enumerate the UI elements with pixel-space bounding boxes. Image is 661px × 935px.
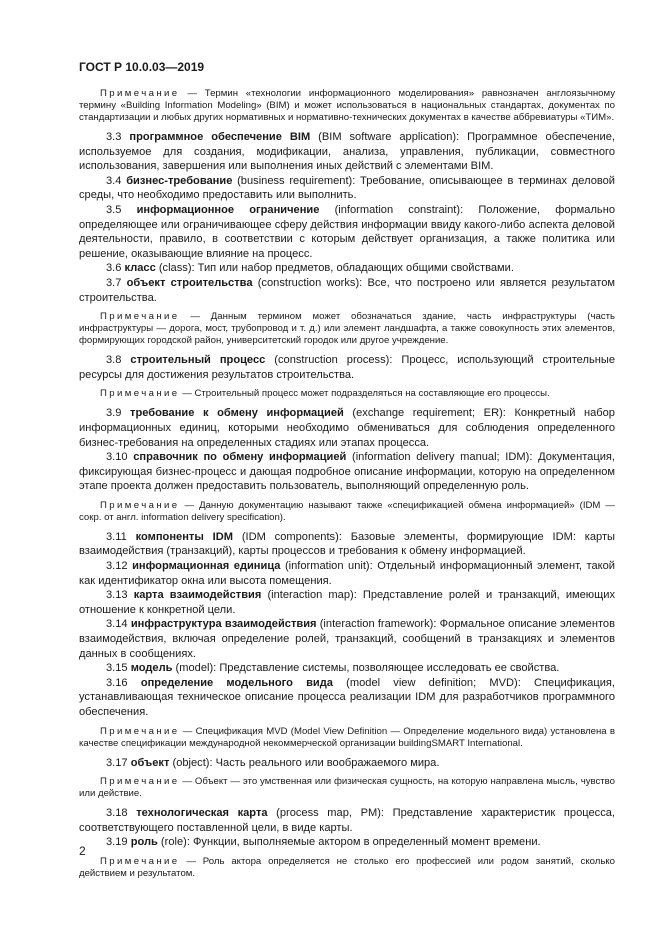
term-number: 3.4 (106, 174, 127, 187)
note-label: Примечание (100, 776, 180, 788)
note-paragraph (79, 311, 615, 347)
term-number: 3.19 (106, 836, 131, 849)
term-text: (BIM software application): Программное обеспечение, используемое для создания, модификации, анализа, управления, публикации, совместного использования, завершения или выполнения иных действий с элементами BIM. (79, 131, 615, 173)
term-definition (79, 676, 615, 720)
note-label: Примечание (100, 499, 180, 511)
term-title: карта взаимодействия (133, 589, 262, 602)
term-definition (79, 835, 615, 850)
note-text: — Роль актора определяется не столько его профессией или родом занятий, сколько действием и результатом. (79, 855, 615, 879)
note-text: — Спецификация MVD (Model View Definition — Определение модельного вида) установлена в качестве спецификации международной некоммерческой организации buildingSMART International. (79, 725, 615, 749)
term-title: справочник по обмену информацией (133, 451, 347, 464)
term-text: (construction works): Все, что построено или является результатом строительства. (79, 276, 615, 304)
term-title: модель (130, 662, 173, 675)
term-definition (79, 756, 615, 771)
term-number: 3.5 (106, 203, 137, 216)
term-number: 3.6 (106, 262, 125, 275)
note-text: — Объект — это умственная или физическая сущность, на которую направлена мысль, чувство или действие. (79, 776, 615, 800)
term-definition (79, 276, 615, 305)
term-number: 3.18 (106, 807, 137, 820)
term-definition (79, 450, 615, 494)
term-definition (79, 406, 615, 450)
term-text: (information constraint): Положение, формально определяющее или ограничивающее сферу действия информации ввиду какого-либо аспекта деловой деятельности, правило, в соответствии с которым действует организация, а также политика или решение, оказывающие влияние на процесс. (79, 203, 616, 260)
term-number: 3.8 (106, 354, 131, 367)
term-definition (79, 806, 615, 835)
note-paragraph (79, 388, 615, 400)
term-text: (business requirement): Требование, описывающее в терминах деловой среды, что необходимо предоставить или выполнить. (79, 174, 615, 202)
term-definition (79, 617, 615, 661)
term-number: 3.11 (106, 530, 136, 543)
term-title: класс (124, 262, 156, 275)
term-number: 3.3 (106, 131, 130, 143)
note-paragraph (79, 776, 615, 800)
term-text: (model): Представление системы, позволяющее исследовать ее свойства. (172, 662, 560, 675)
term-title: информационная единица (132, 560, 281, 573)
note-paragraph (79, 88, 615, 124)
term-text: (interaction map): Представление ролей и транзакций, имеющих отношение к конкретной цели. (79, 589, 616, 616)
note-label: Примечание (100, 311, 180, 323)
note-text: — Данным термином может обозначаться здание, часть инфраструктуры (часть инфраструктуры — дорога, мост, трубопровод и т. д.) или элемент ландшафта, а также совокупность этих элементов, формирующих городской район, университетский городок или другое учреждение. (79, 311, 615, 347)
note-label: Примечание (100, 388, 180, 400)
term-definition (79, 203, 615, 261)
note-text: — Данную документацию называют также «спецификацией обмена информацией» (IDM — сокр. от англ. information delivery specification). (79, 499, 615, 523)
term-text: (IDM components): Базовые элементы, формирующие IDM: карты взаимодействия (транзакций), карты процессов и требования к обмену информацией. (79, 530, 616, 558)
term-title: информационное ограничение (136, 203, 320, 216)
term-number: 3.10 (106, 451, 134, 464)
term-number: 3.9 (106, 407, 131, 420)
term-title: технологическая карта (136, 807, 268, 820)
term-number: 3.14 (106, 618, 131, 631)
term-definition (79, 559, 615, 588)
term-title: компоненты IDM (135, 530, 233, 543)
term-text: (model view definition; MVD): Спецификация, устанавливающая техническое описание процесса реализации IDM для разработчиков программного обеспечения. (79, 676, 615, 718)
term-text: (information unit): Отдельный информационный элемент, такой как идентификатор окна или высота помещения. (79, 560, 615, 587)
term-definition (79, 261, 615, 276)
note-text: — Строительный процесс может подразделяться на составляющие его процессы. (179, 388, 550, 400)
term-title: объект строительства (126, 276, 253, 289)
term-number: 3.17 (106, 756, 131, 769)
term-number: 3.12 (106, 560, 133, 573)
term-title: требование к обмену информацией (130, 407, 344, 420)
term-title: инфраструктура взаимодействия (130, 618, 317, 631)
term-definition (79, 588, 615, 617)
note-text: — Термин «технологии информационного моделирования» равнозначен англоязычному термину «Building Information Modeling» (BIM) и может использоваться в национальных стандартах, документах по стандартизации и любых других нормативных и нормативно-технических документах в качестве аббревиатуры «ТИМ». (79, 88, 615, 123)
term-number: 3.15 (106, 662, 131, 675)
term-title: программное обеспечение BIM (129, 131, 311, 143)
term-number: 3.7 (106, 276, 127, 289)
term-text: (exchange requirement; ER): Конкретный набор информационных единиц, которыми необходимо обмениваться для соблюдения определенного бизнес-требования на определенных стадиях или этапах процесса. (79, 407, 615, 449)
term-definition (79, 130, 615, 174)
term-title: роль (130, 836, 158, 849)
term-title: бизнес-требование (126, 174, 233, 187)
term-number: 3.13 (106, 589, 134, 602)
term-text: (class): Тип или набор предметов, обладающих общими свойствами. (155, 262, 514, 275)
note-label: Примечание (100, 725, 180, 737)
term-text: (construction process): Процесс, использующий строительные ресурсы для достижения результатов строительства. (79, 354, 615, 381)
term-definition (79, 353, 615, 382)
term-title: строительный процесс (130, 354, 266, 367)
note-paragraph (79, 726, 615, 750)
term-title: объект (130, 756, 170, 769)
note-paragraph (79, 856, 615, 880)
term-number: 3.16 (106, 676, 141, 689)
term-definition (79, 661, 615, 676)
term-definition (79, 530, 615, 559)
document-body (79, 88, 615, 886)
term-definition (79, 174, 615, 203)
term-text: (interaction framework): Формальное описание элементов взаимодействия, включая определение ролей, транзакций, сообщений в транзакциях и элементов данных в сообщениях. (79, 618, 615, 660)
note-label: Примечание (100, 855, 180, 867)
page-number: 2 (79, 844, 86, 858)
term-text: (role): Функции, выполняемые актором в определенный момент времени. (157, 836, 541, 849)
term-text: (object): Часть реального или воображаемого мира. (169, 756, 440, 769)
term-text: (information delivery manual; IDM): Документация, фиксирующая бизнес-процесс и дающая подробное описание информации, которую на определенном этапе проекта должен предоставить пользователь, выполняющий определенную роль. (79, 451, 615, 493)
note-paragraph (79, 500, 615, 524)
note-label: Примечание (100, 88, 180, 99)
term-text: (process map, PM): Представление характеристик процесса, соответствующего поставленной цели, в виде карты. (79, 807, 615, 834)
document-code: ГОСТ Р 10.0.03—2019 (79, 60, 205, 74)
term-title: определение модельного вида (140, 676, 333, 689)
